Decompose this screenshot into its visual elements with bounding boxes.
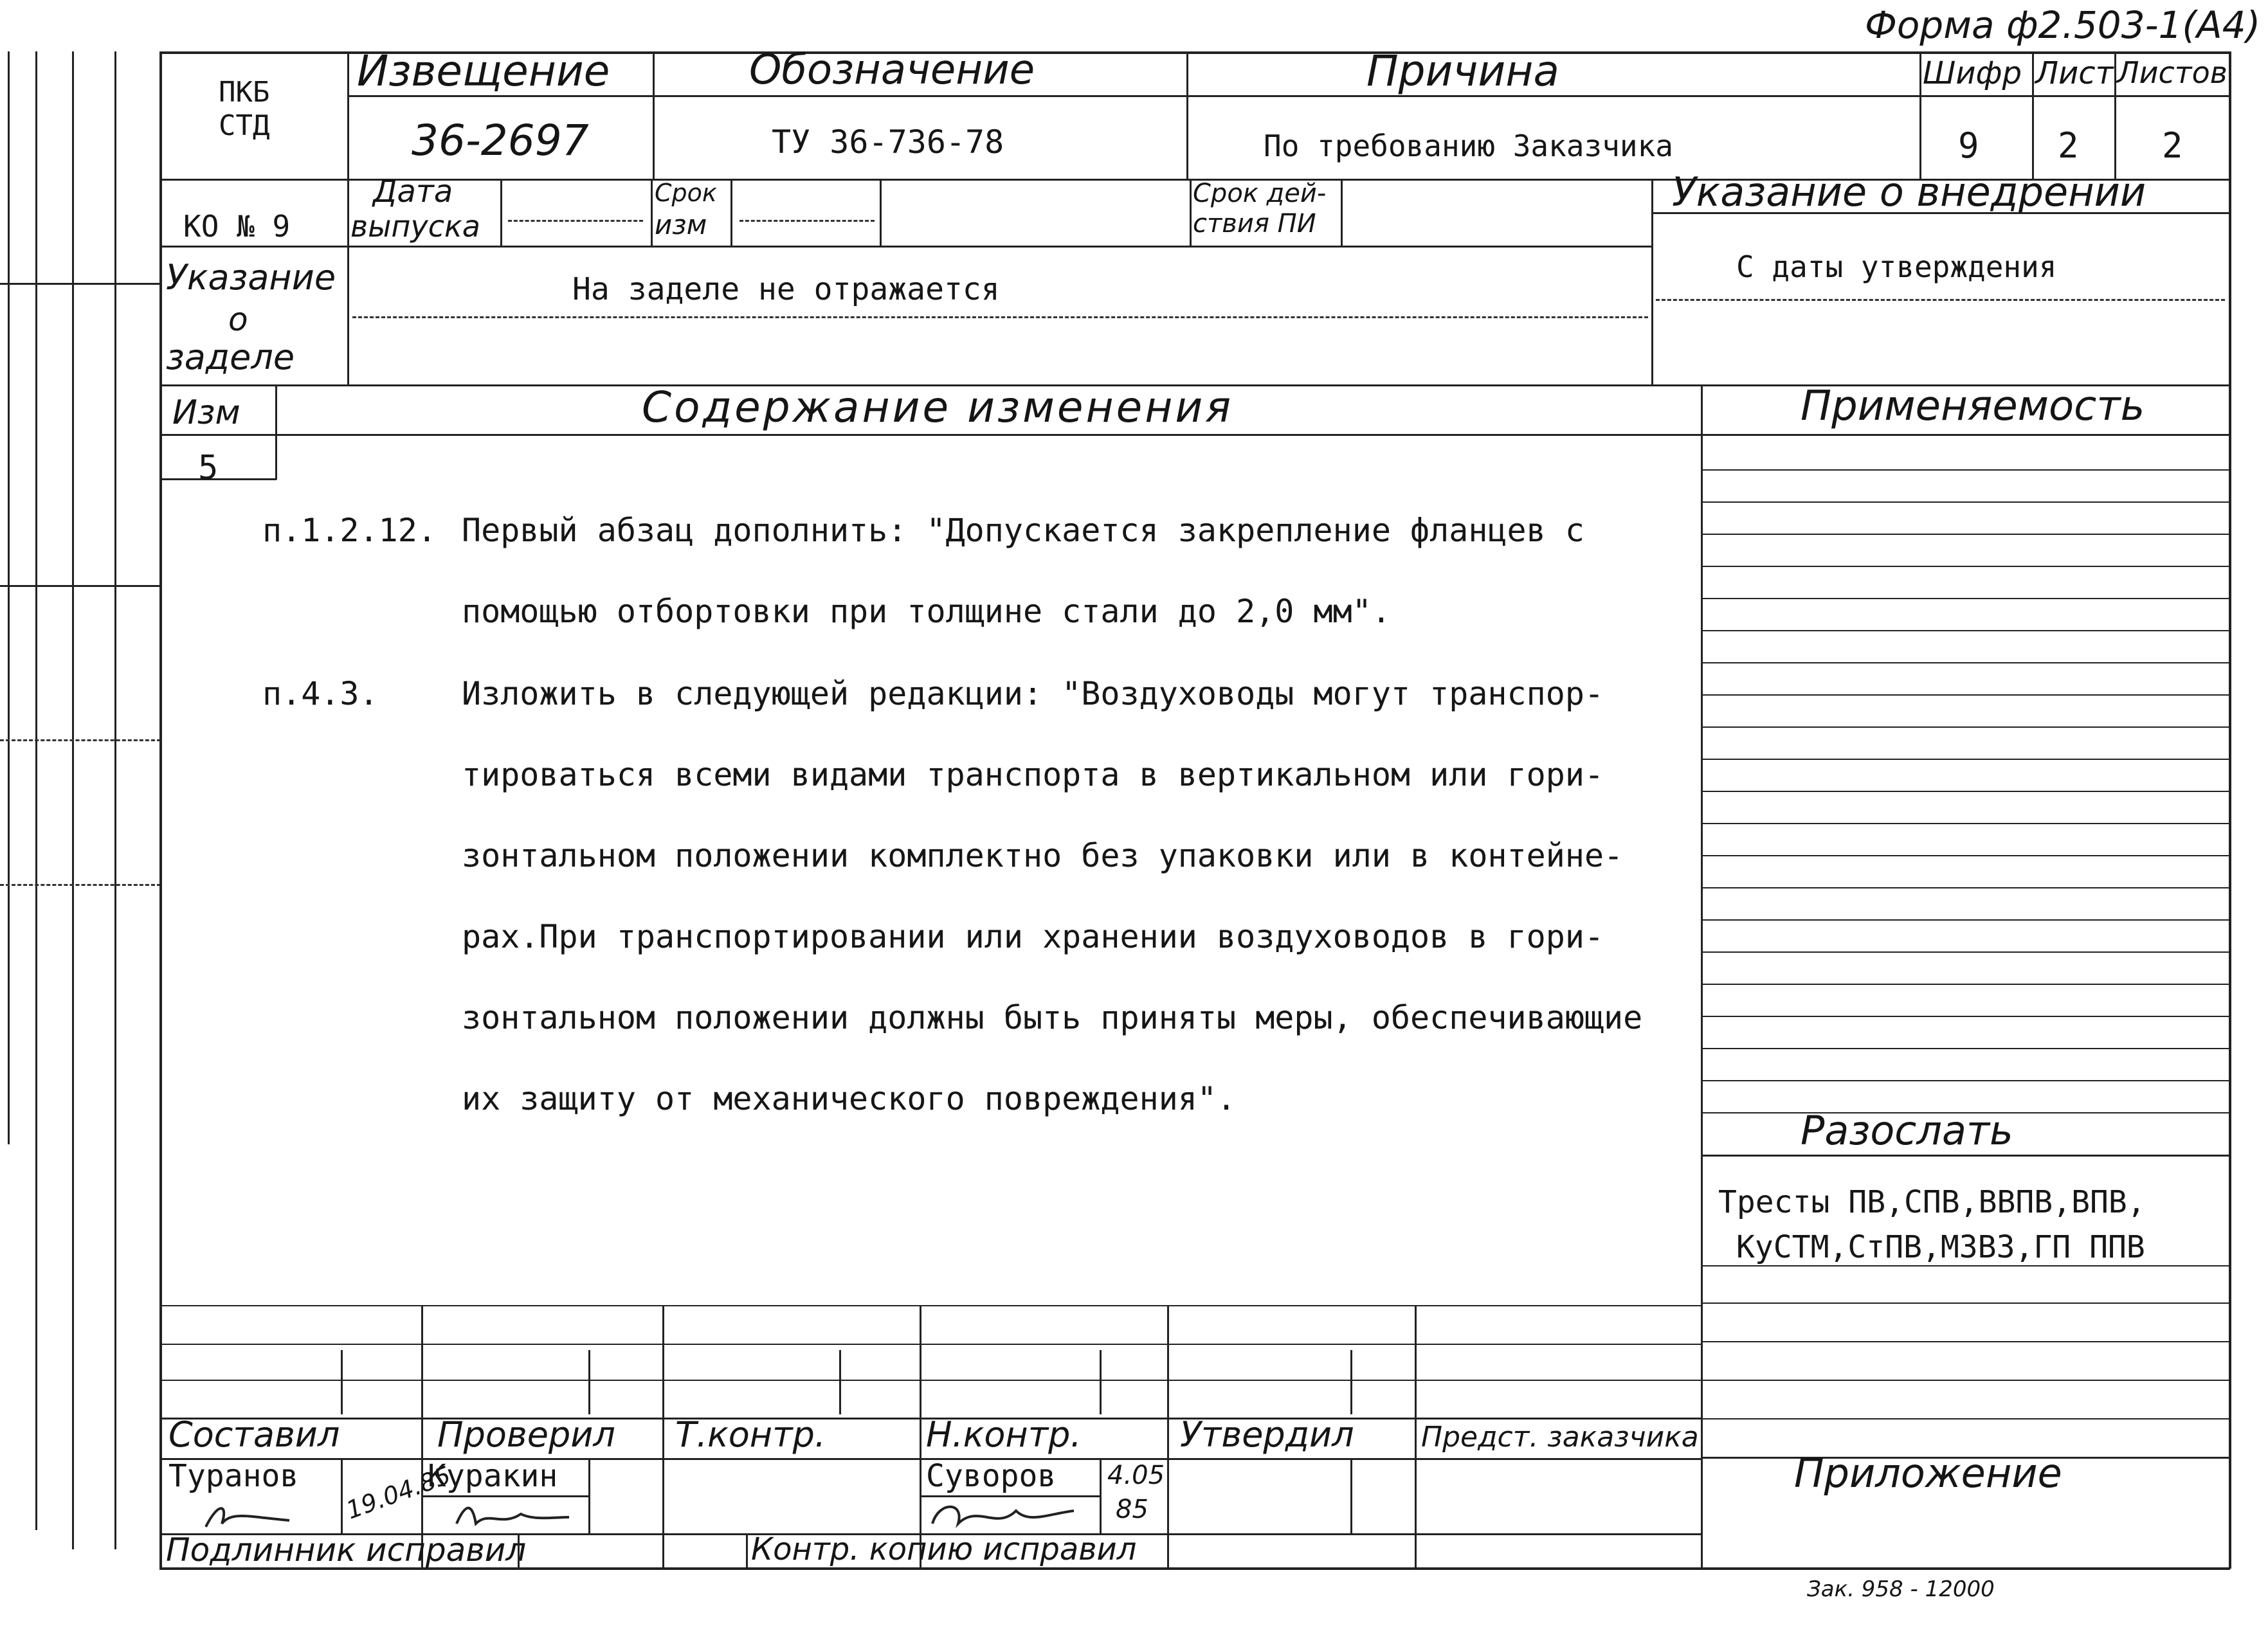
copy-fixed: Контр. копию исправил bbox=[751, 1531, 1137, 1567]
reason-label: Причина bbox=[1366, 46, 1559, 96]
clause-ref: п.1.2.12. bbox=[262, 512, 437, 549]
change-term-label-2: изм bbox=[655, 209, 707, 240]
clause-line: Первый абзац дополнить: "Допускается закрепление фланцев с bbox=[462, 512, 1584, 549]
ncontrol-name: Суворов bbox=[926, 1458, 1057, 1494]
designation-value: ТУ 36-736-78 bbox=[772, 123, 1004, 161]
validity-label-1: Срок дей- bbox=[1193, 179, 1327, 208]
org-line-2: СТД bbox=[219, 109, 270, 142]
change-term-label-1: Срок bbox=[655, 179, 717, 207]
send-line: Тресты ПВ,СПВ,ВВПВ,ВПВ, bbox=[1718, 1184, 2146, 1220]
clause-line: рах.При транспортировании или хранении воздуховодов в гори- bbox=[462, 918, 1604, 955]
ncontrol-date-1: 4.05 bbox=[1107, 1461, 1165, 1490]
send-line: КуСТМ,СтПВ,МЗВЗ,ГП ППВ bbox=[1736, 1229, 2145, 1265]
cipher-label: Шифр bbox=[1923, 55, 2022, 91]
approved-label: Утвердил bbox=[1180, 1414, 1354, 1455]
notice-number: 36-2697 bbox=[412, 116, 589, 165]
ncontrol-label: Н.контр. bbox=[926, 1414, 1082, 1455]
sheets-value: 2 bbox=[2162, 125, 2183, 166]
customer-label: Предст. заказчика bbox=[1421, 1421, 1699, 1454]
change-number: 5 bbox=[198, 449, 219, 487]
implementation-value: С даты утверждения bbox=[1736, 249, 2057, 284]
compiled-label: Составил bbox=[168, 1414, 340, 1455]
sheet-value: 2 bbox=[2058, 125, 2079, 166]
clause-line: зонтальном положении комплектно без упаковки или в контейне- bbox=[462, 837, 1624, 874]
form-code: Форма ф2.503-1(А4) bbox=[1865, 3, 2261, 47]
content-title: Содержание изменения bbox=[642, 383, 1234, 432]
reason-value: По требованию Заказчика bbox=[1264, 129, 1673, 163]
applicability-label: Применяемость bbox=[1801, 383, 2145, 430]
checked-name: Куракин bbox=[428, 1458, 558, 1494]
issue-date-label-2: выпуска bbox=[350, 209, 480, 244]
signature-turanov bbox=[193, 1498, 322, 1536]
change-label: Изм bbox=[172, 393, 240, 432]
clause-line: зонтальном положении должны быть приняты меры, обеспечивающие bbox=[462, 999, 1643, 1036]
sheet-label: Лист bbox=[2035, 55, 2114, 91]
ncontrol-date-2: 85 bbox=[1116, 1495, 1148, 1524]
clause-line: помощью отбортовки при толщине стали до 2,0 мм". bbox=[462, 593, 1391, 630]
compiled-name: Туранов bbox=[168, 1458, 299, 1494]
notice-label: Извещение bbox=[357, 46, 610, 96]
order-note: Зак. 958 - 12000 bbox=[1807, 1576, 1995, 1602]
issue-date-label-1: Дата bbox=[373, 174, 453, 210]
validity-label-2: ствия ПИ bbox=[1193, 209, 1316, 239]
signature-kurakin bbox=[450, 1498, 579, 1533]
clause-ref: п.4.3. bbox=[262, 675, 379, 712]
backlog-label-2: о bbox=[228, 301, 248, 338]
cipher-value: 9 bbox=[1958, 125, 1979, 166]
org-line-1: ПКБ bbox=[219, 76, 270, 109]
designation-label: Обозначение bbox=[749, 46, 1035, 94]
ko-number: КО № 9 bbox=[183, 209, 291, 244]
clause-line: Изложить в следующей редакции: "Воздуховоды могут транспор- bbox=[462, 675, 1604, 712]
send-label: Разослать bbox=[1801, 1107, 2013, 1154]
clause-line: их защиту от механического повреждения". bbox=[462, 1080, 1237, 1117]
tcontrol-label: Т.контр. bbox=[675, 1414, 826, 1455]
original-fixed: Подлинник исправил bbox=[166, 1531, 527, 1569]
checked-label: Проверил bbox=[437, 1414, 615, 1455]
compiled-date: 19.04.85 bbox=[342, 1461, 455, 1525]
implementation-label: Указание о внедрении bbox=[1672, 168, 2146, 215]
sheets-label: Листов bbox=[2117, 55, 2227, 90]
backlog-value: На заделе не отражается bbox=[572, 271, 1000, 307]
backlog-label-1: Указание bbox=[166, 257, 336, 298]
appendix-label: Приложение bbox=[1794, 1450, 2062, 1497]
backlog-label-3: заделе bbox=[166, 337, 295, 377]
signature-suvorov bbox=[926, 1498, 1093, 1536]
clause-line: тироваться всеми видами транспорта в вертикальном или гори- bbox=[462, 756, 1604, 793]
